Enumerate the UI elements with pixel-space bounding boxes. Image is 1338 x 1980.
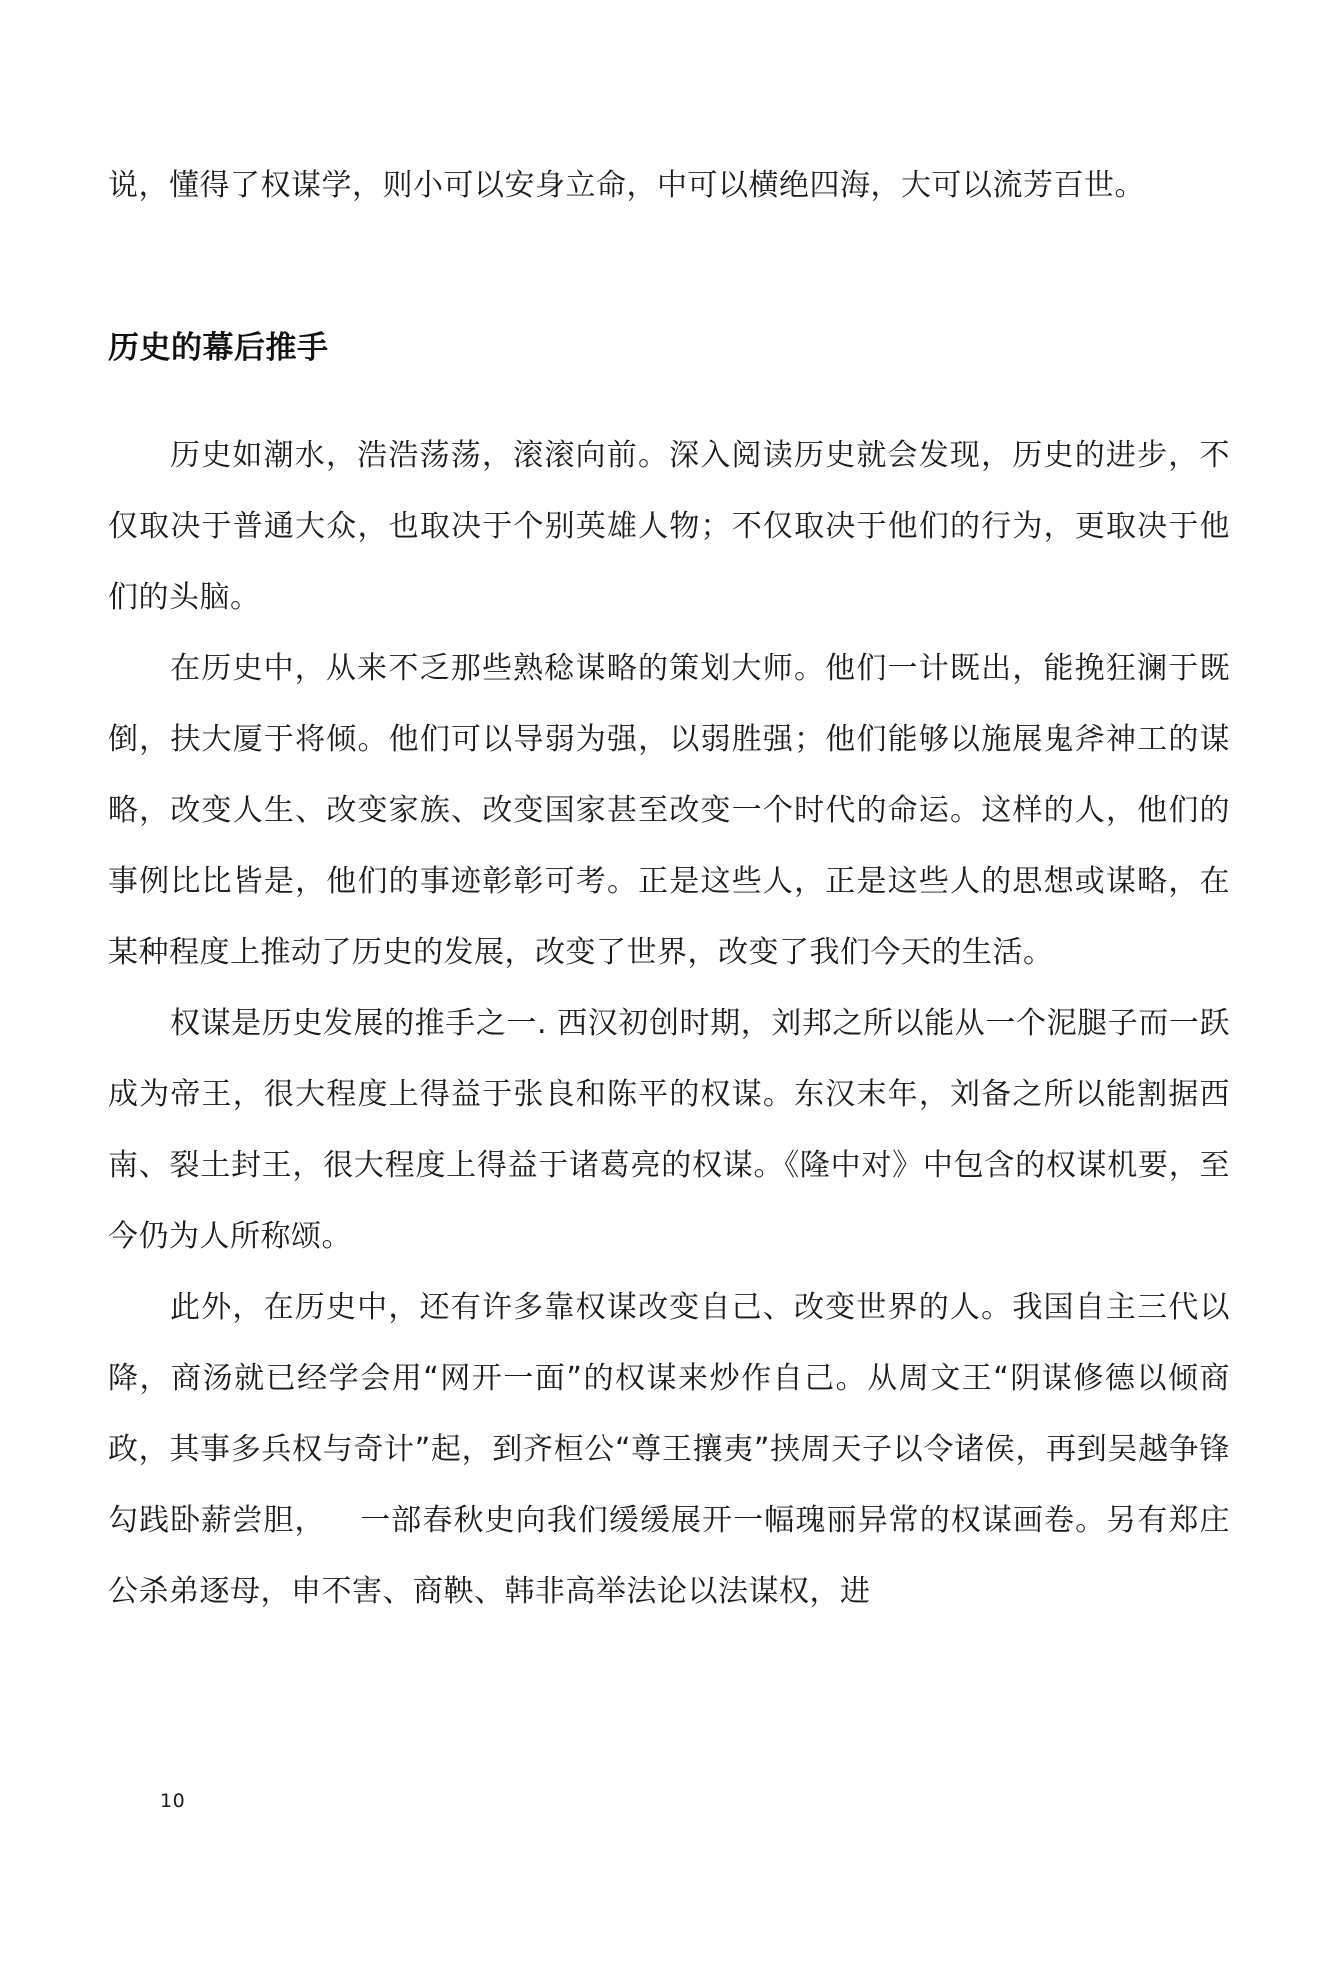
page-number: 10	[160, 1790, 186, 1812]
body-paragraph-1: 历史如潮水，浩浩荡荡，滚滚向前。深入阅读历史就会发现，历史的进步，不仅取决于普通大众，也取决于个别英雄人物；不仅取决于他们的行为，更取决于他们的头脑。	[108, 438, 1230, 615]
section-heading: 历史的幕后推手	[108, 330, 329, 366]
body-paragraph-4	[108, 1272, 1230, 1627]
body-paragraph-2: 在历史中，从来不乏那些熟稔谋略的策划大师。他们一计既出，能挽狂澜于既倒，扶大厦于将倾。他们可以导弱为强，以弱胜强；他们能够以施展鬼斧神工的谋略，改变人生、改变家族、改变国家甚至改变一个时代的命运。这样的人，他们的事例比比皆是，他们的事迹彰彰可考。正是这些人，正是这些人的思想或谋略，在某种程度上推动了历史的发展，改变了世界，改变了我们今天的生活。	[108, 651, 1230, 970]
heading-spacer	[108, 368, 1230, 420]
body-paragraph-4-segment-a: 此外，在历史中，还有许多靠权谋改变自己、改变世界的人。我国自主三代以降，商汤就已经学会用“网开一面”的权谋来炒作自己。从周文王“阴谋修德以倾商政，其事多兵权与奇计”起，到齐桓公“尊王攘夷”挟周天子以令诸侯，再到吴越争锋勾践卧薪尝胆，	[108, 1290, 1230, 1538]
body-paragraph-4-segment-b: 一部春秋史向我们缓缓展开一幅瑰丽异常的权谋画卷。另有郑庄公杀弟逐母，申不害、商鞅、韩非高举法论以法谋权，进	[108, 1503, 1231, 1609]
continued-paragraph: 说，懂得了权谋学，则小可以安身立命，中可以横绝四海，大可以流芳百世。	[108, 168, 1145, 203]
paragraph-spacer	[108, 221, 1230, 328]
page-content	[108, 150, 1230, 1627]
body-paragraph-3: 权谋是历史发展的推手之一. 西汉初创时期，刘邦之所以能从一个泥腿子而一跃成为帝王，很大程度上得益于张良和陈平的权谋。东汉末年，刘备之所以能割据西南、裂土封王，很大程度上得益于诸葛亮的权谋。《隆中对》中包含的权谋机要，至今仍为人所称颂。	[108, 1006, 1230, 1254]
